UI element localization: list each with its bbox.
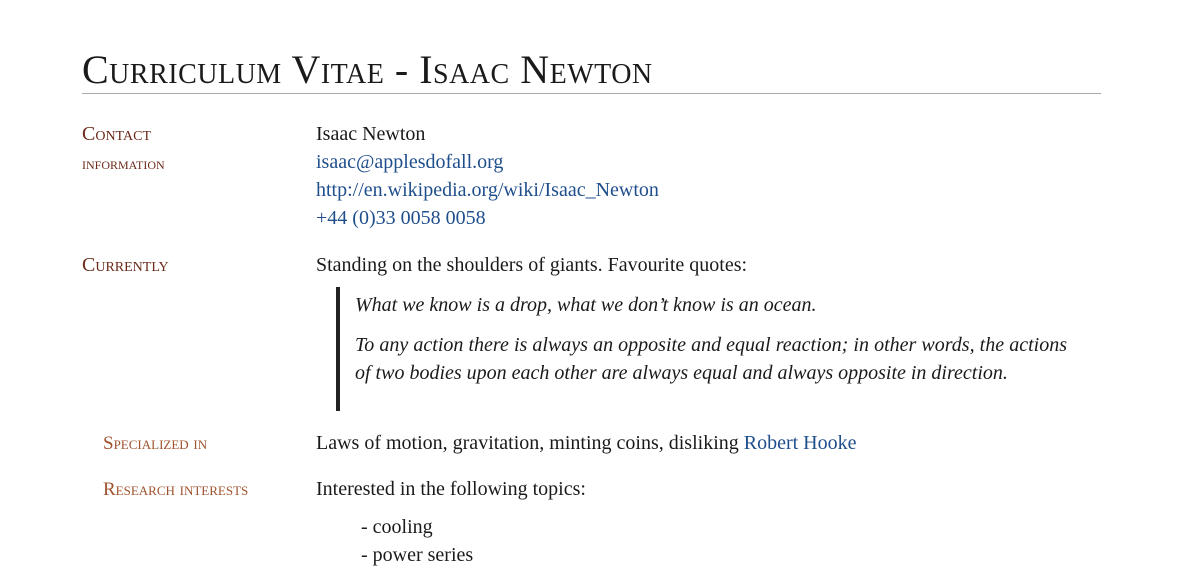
list-item: - power series (361, 544, 474, 566)
email-link[interactable]: isaac@applesdofall.org (316, 151, 504, 173)
contact-block (316, 120, 659, 232)
page-title: Curriculum Vitae - Isaac Newton (82, 47, 653, 92)
title-divider (82, 93, 1101, 94)
specialized-text: Laws of motion, gravitation, minting coins, disliking (316, 432, 744, 454)
specialized-block (316, 429, 857, 457)
phone-link[interactable]: +44 (0)33 0058 0058 (316, 207, 486, 229)
quote-1: What we know is a drop, what we don’t know is an ocean. (355, 294, 817, 316)
quote-2: To any action there is always an opposite and equal reaction; in other words, the actions of two bodies upon each other are always equal and always opposite in direction. (355, 334, 1067, 384)
contact-label-line1: Contact (82, 123, 151, 145)
contact-label-line2: information (82, 154, 165, 173)
research-text: Interested in the following topics: (316, 478, 586, 500)
quote-bar (336, 287, 340, 411)
section-label-currently: Currently (82, 254, 169, 276)
contact-name: Isaac Newton (316, 123, 426, 145)
website-link[interactable]: http://en.wikipedia.org/wiki/Isaac_Newton (316, 179, 659, 201)
section-label-contact (82, 120, 165, 178)
robert-hooke-link[interactable]: Robert Hooke (743, 432, 857, 454)
currently-text: Standing on the shoulders of giants. Favourite quotes: (316, 254, 748, 276)
list-item: - cooling (361, 516, 433, 538)
section-label-research: Research interests (103, 479, 249, 500)
section-label-specialized: Specialized in (103, 433, 208, 454)
